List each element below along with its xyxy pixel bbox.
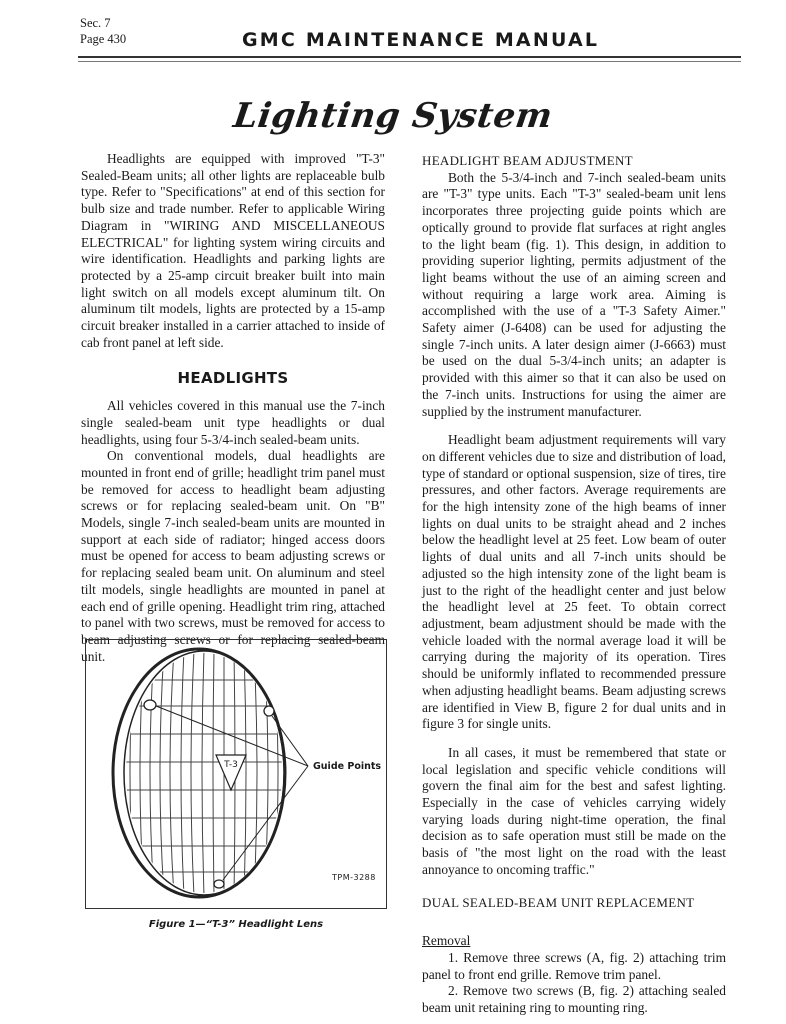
- headlight-lens-illustration: [86, 640, 386, 908]
- header-rule: [78, 56, 741, 62]
- right-column: [422, 153, 726, 1017]
- guide-points-callout: Guide Points: [313, 761, 382, 772]
- figure-code: TPM-3288: [332, 873, 376, 882]
- beam-paragraph-3: In all cases, it must be remembered that state or local legislation and specific vehicle conditions will govern the final aim for the best and safest lighting. Especially in the case of vehicles carrying widely varying loads during night-time operation, the final decision as to safe operation must still be made on the basis of "the most light on the road with the least annoyance to oncoming traffic.": [422, 744, 726, 877]
- figure-caption: Figure 1—“T-3” Headlight Lens: [148, 919, 324, 930]
- headlights-heading: HEADLIGHTS: [177, 369, 289, 388]
- chapter-title: Lighting System: [230, 96, 556, 136]
- page-number: Page 430: [80, 32, 127, 46]
- left-column: [81, 151, 385, 665]
- removal-step-1: 1. Remove three screws (A, fig. 2) attaching trim panel to front end grille. Remove trim panel.: [422, 949, 726, 982]
- removal-step-2: 2. Remove two screws (B, fig. 2) attaching sealed beam unit retaining ring to mounting ring.: [422, 983, 726, 1016]
- dual-replacement-heading: DUAL SEALED-BEAM UNIT REPLACEMENT: [422, 894, 695, 910]
- headlights-paragraph-1: All vehicles covered in this manual use the 7-inch single sealed-beam unit type headlights or dual headlights, using four 5-3/4-inch sealed-beam units.: [81, 398, 385, 447]
- intro-paragraph: Headlights are equipped with improved "T-3" Sealed-Beam units; all other lights are replaceable bulb type. Refer to "Specifications" at end of this section for bulb size and trade number. Refer to applicable Wiring Diagram in "WIRING AND MISCELLANEOUS ELECTRICAL" for lighting system wiring circuits and wire identification. Headlights and parking lights are protected by a 25-amp circuit breaker built into main light switch on all models except aluminum tilt. On aluminum tilt models, lights are protected by a 15-amp circuit breaker installed in a carrier attached to inside of cab front panel at left side.: [81, 151, 385, 350]
- beam-adjustment-heading: HEADLIGHT BEAM ADJUSTMENT: [422, 153, 633, 168]
- svg-text:T-3: T-3: [224, 760, 238, 770]
- beam-paragraph-1: Both the 5-3/4-inch and 7-inch sealed-beam units are "T-3" type units. Each "T-3" sealed-beam unit lens incorporates three projecting guide points which are optically ground to provide flat surfaces at right angles to the light beam (fig. 1). This design, in addition to providing superior lighting, permits adjustment of the light beams without the use of an aiming screen and without requiring a large work area. Aiming is accomplished with the use of a "T-3 Safety Aimer." Safety aimer (J-6408) can be used for adjusting the single 7-inch units. A later design aimer (J-6663) must be used on the dual 5-3/4-inch units; an adapter is provided with this aimer so that it can also be used on the 7-inch units. Instructions for using the aimer are supplied by the instrument manufacturer.: [422, 169, 726, 419]
- section-page-label: [80, 15, 126, 47]
- figure-headlight-lens: [85, 639, 387, 909]
- headlights-paragraph-2: On conventional models, dual headlights are mounted in front end of grille; headlight trim panel must be removed for access to headlight beam adjusting screws or for replacing sealed-beam unit. On "B" Models, single 7-inch sealed-beam units are mounted in support at each side of radiator; hinged access doors must be opened for access to beam adjusting screws or for replacing sealed beam unit. On aluminum and steel tilt models, single headlights are mounted in panel at each end of grille opening. Headlight trim ring, attached to panel with two screws, must be removed for access to beam adjusting screws or for replacing sealed-beam unit.: [81, 448, 385, 664]
- removal-heading: Removal: [422, 933, 471, 949]
- section-number: Sec. 7: [80, 16, 111, 30]
- manual-title: GMC MAINTENANCE MANUAL: [242, 29, 600, 51]
- beam-paragraph-2: Headlight beam adjustment requirements will vary on different vehicles due to size and distribution of load, type of standard or optional suspension, size of tires, tire pressures, and other factors. Average requirements are for the high intensity zone of the high beams of inner lights on dual units to be straight ahead and 2 inches below the headlight level at 25 feet. Low beam of outer lights of dual units and all 7-inch units should be adjusted so the high intensity zone of the light beam is just to the right of the headlight center and just below the headlight level at 25 feet. To obtain correct adjustment, beam adjustment should be made with the vehicle loaded with the normal average load it will be carrying during the majority of its operation. Tires should be uniformly inflated to recommended pressure when adjusting headlight beams. Beam adjusting screws are identified in View B, figure 2 for dual units and in figure 3 for single units.: [422, 432, 726, 732]
